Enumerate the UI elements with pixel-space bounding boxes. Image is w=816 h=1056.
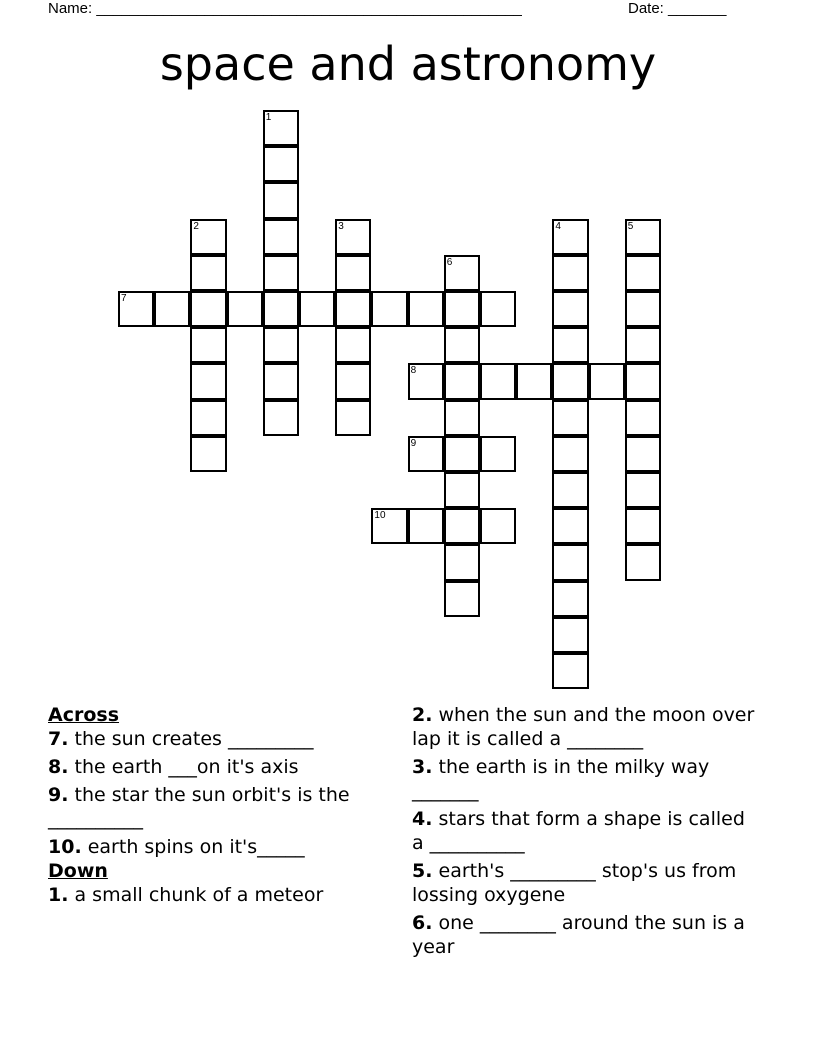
- across-heading: Across: [48, 704, 120, 726]
- cell-number: 1: [265, 112, 272, 123]
- clue-number: 1.: [48, 884, 69, 906]
- grid-cell[interactable]: [263, 182, 299, 218]
- name-field-label[interactable]: Name: ___________________________________________________: [48, 0, 522, 17]
- grid-cell[interactable]: [444, 363, 480, 399]
- grid-cell[interactable]: [444, 508, 480, 544]
- grid-cell[interactable]: [444, 581, 480, 617]
- grid-cell[interactable]: [552, 255, 588, 291]
- grid-cell[interactable]: [552, 617, 588, 653]
- clue-number: 8.: [48, 756, 69, 778]
- grid-cell[interactable]: [552, 544, 588, 580]
- clue-text: earth's _________ stop's us from lossing oxygene: [412, 860, 737, 906]
- clue-down-5: [412, 859, 762, 907]
- grid-cell[interactable]: [552, 327, 588, 363]
- clue-across-7: [48, 727, 393, 751]
- clues-right-column: [412, 703, 762, 963]
- clue-text: earth spins on it's_____: [87, 836, 305, 858]
- clue-text: a small chunk of a meteor: [74, 884, 324, 906]
- grid-cell[interactable]: [190, 219, 226, 255]
- cell-number: 2: [193, 220, 199, 232]
- clue-number: 10.: [48, 836, 82, 858]
- grid-cell[interactable]: [516, 363, 552, 399]
- grid-cell[interactable]: [552, 363, 588, 399]
- grid-cell[interactable]: [263, 110, 299, 146]
- grid-cell[interactable]: [625, 400, 661, 436]
- grid-cell[interactable]: [552, 400, 588, 436]
- cell-number: 7: [121, 293, 127, 304]
- grid-cell[interactable]: [625, 508, 661, 544]
- clue-down-1: [48, 883, 393, 907]
- grid-cell[interactable]: [335, 291, 371, 327]
- grid-cell[interactable]: [335, 400, 371, 436]
- clue-number: 9.: [48, 784, 69, 806]
- grid-cell[interactable]: [552, 436, 588, 472]
- clues-left-column: [48, 703, 393, 911]
- clue-text: the earth ___on it's axis: [74, 756, 299, 778]
- grid-cell[interactable]: [480, 363, 516, 399]
- grid-cell[interactable]: [625, 255, 661, 291]
- grid-cell[interactable]: [190, 400, 226, 436]
- clue-text: the star the sun orbit's is the __________: [48, 784, 350, 830]
- date-field-label[interactable]: Date: _______: [628, 0, 727, 17]
- cell-number: 6: [446, 256, 453, 268]
- down-heading: Down: [48, 860, 108, 882]
- grid-cell[interactable]: [190, 255, 226, 291]
- grid-cell[interactable]: [190, 363, 226, 399]
- page-title: space and astronomy: [159, 37, 657, 91]
- grid-cell[interactable]: [480, 436, 516, 472]
- grid-cell[interactable]: [625, 472, 661, 508]
- grid-cell[interactable]: [480, 291, 516, 327]
- grid-cell[interactable]: [371, 291, 407, 327]
- grid-cell[interactable]: [299, 291, 335, 327]
- clue-text: one ________ around the sun is a year: [412, 912, 745, 958]
- grid-cell[interactable]: [552, 581, 588, 617]
- grid-cell[interactable]: [227, 291, 263, 327]
- grid-cell[interactable]: [625, 544, 661, 580]
- cell-number: 8: [410, 365, 417, 377]
- cell-number: 4: [555, 220, 561, 232]
- clue-number: 6.: [412, 912, 433, 934]
- grid-cell[interactable]: [263, 146, 299, 182]
- grid-cell[interactable]: [444, 291, 480, 327]
- clue-across-9: [48, 783, 393, 831]
- grid-cell[interactable]: [625, 291, 661, 327]
- grid-cell[interactable]: [263, 400, 299, 436]
- clue-down-2: [412, 703, 762, 751]
- grid-cell[interactable]: [589, 363, 625, 399]
- grid-cell[interactable]: [154, 291, 190, 327]
- grid-cell[interactable]: [444, 472, 480, 508]
- clue-text: when the sun and the moon over lap it is called a ________: [412, 704, 755, 750]
- clue-down-4: [412, 807, 762, 855]
- clue-number: 7.: [48, 728, 69, 750]
- clue-down-3: [412, 755, 762, 803]
- grid-cell[interactable]: [552, 291, 588, 327]
- grid-cell[interactable]: [408, 436, 444, 472]
- clue-number: 4.: [412, 808, 433, 830]
- grid-cell[interactable]: [335, 255, 371, 291]
- grid-cell[interactable]: [444, 544, 480, 580]
- grid-cell[interactable]: [263, 255, 299, 291]
- clue-text: the earth is in the milky way _______: [412, 756, 710, 802]
- clue-down-6: [412, 911, 762, 959]
- grid-cell[interactable]: [263, 363, 299, 399]
- grid-cell[interactable]: [625, 363, 661, 399]
- grid-cell[interactable]: [552, 472, 588, 508]
- grid-cell[interactable]: [625, 219, 661, 255]
- grid-cell[interactable]: [408, 508, 444, 544]
- cell-number: 9: [410, 437, 417, 449]
- clue-text: stars that form a shape is called a __________: [412, 808, 745, 854]
- grid-cell[interactable]: [335, 327, 371, 363]
- clue-number: 3.: [412, 756, 433, 778]
- grid-cell[interactable]: [335, 363, 371, 399]
- grid-cell[interactable]: [190, 291, 226, 327]
- cell-number: 5: [627, 220, 634, 232]
- grid-cell[interactable]: [480, 508, 516, 544]
- clue-text: the sun creates _________: [74, 728, 314, 750]
- grid-cell[interactable]: [371, 508, 407, 544]
- grid-cell[interactable]: [335, 219, 371, 255]
- grid-cell[interactable]: [552, 653, 588, 689]
- grid-cell[interactable]: [552, 219, 588, 255]
- clue-number: 5.: [412, 860, 433, 882]
- clue-across-10: [48, 835, 393, 859]
- grid-cell[interactable]: [263, 291, 299, 327]
- grid-cell[interactable]: [625, 327, 661, 363]
- grid-cell[interactable]: [190, 327, 226, 363]
- grid-cell[interactable]: [118, 291, 154, 327]
- grid-cell[interactable]: [263, 219, 299, 255]
- grid-cell[interactable]: [625, 436, 661, 472]
- grid-cell[interactable]: [444, 327, 480, 363]
- grid-cell[interactable]: [444, 400, 480, 436]
- cell-number: 3: [338, 220, 344, 232]
- grid-cell[interactable]: [552, 508, 588, 544]
- grid-cell[interactable]: [444, 255, 480, 291]
- grid-cell[interactable]: [263, 327, 299, 363]
- grid-cell[interactable]: [190, 436, 226, 472]
- grid-cell[interactable]: [408, 291, 444, 327]
- clue-across-8: [48, 755, 393, 779]
- grid-cell[interactable]: [408, 363, 444, 399]
- cell-number: 10: [374, 510, 386, 522]
- grid-cell[interactable]: [444, 436, 480, 472]
- clue-number: 2.: [412, 704, 433, 726]
